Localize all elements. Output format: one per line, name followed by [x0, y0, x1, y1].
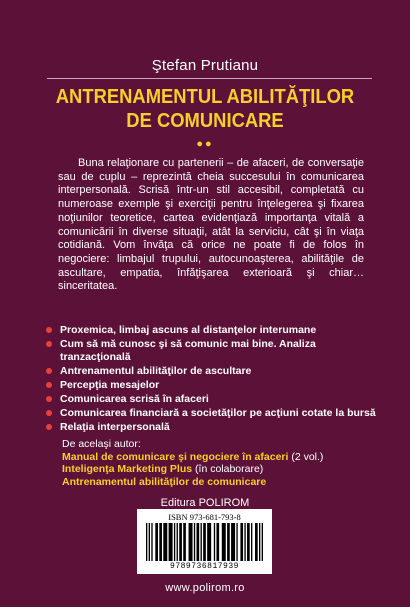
barcode-bar	[203, 523, 206, 561]
barcode-bar	[169, 523, 173, 561]
book-title-line-1: ANTRENAMENTUL ABILITĂŢILOR	[55, 86, 355, 108]
bullet-icon	[46, 424, 52, 430]
same-author-section	[62, 438, 382, 488]
barcode-bar	[179, 523, 182, 561]
list-item-text: Proxemica, limbaj ascuns al distanţelor interumane	[60, 324, 317, 336]
barcode-bar	[146, 523, 147, 561]
list-item-text: Relaţia interpersonală	[60, 421, 170, 434]
book-description	[58, 157, 364, 294]
barcode-bar	[197, 523, 200, 561]
bullet-icon	[46, 396, 52, 402]
list-item	[46, 324, 376, 337]
barcode-bar	[216, 523, 219, 561]
other-book	[62, 451, 382, 464]
other-book	[62, 463, 382, 476]
list-item-text: Cum să mă cunosc şi să comunic mai bine. Analiza tranzacţională	[60, 338, 316, 363]
list-item-text: Comunicarea financiară a societăţilor pe acţiuni cotate la bursă	[60, 407, 376, 420]
barcode-bars-icon	[146, 523, 263, 561]
barcode-bar	[259, 523, 260, 561]
barcode-bar	[207, 523, 211, 561]
other-book-title: Manual de comunicare şi negociere în afaceri	[62, 450, 289, 463]
other-book	[62, 476, 382, 489]
other-book-title: Antrenamentul abilităţilor de comunicare	[62, 475, 267, 488]
publisher-website: www.polirom.ro	[165, 582, 245, 594]
list-item	[46, 338, 376, 363]
barcode-bar	[262, 523, 263, 561]
list-item-text: Percepţia mesajelor	[60, 378, 160, 391]
barcode-bar	[174, 523, 175, 561]
list-item-text: Comunicarea scrisă în afaceri	[60, 392, 209, 405]
barcode-bar	[236, 523, 237, 561]
barcode-bar	[151, 523, 152, 561]
other-book-title: Inteligenţa Marketing Plus	[62, 463, 193, 475]
same-author-label: De acelaşi autor:	[62, 438, 141, 450]
bullet-icon	[46, 327, 52, 333]
list-item	[46, 379, 376, 392]
publisher-name: Editura POLIROM	[160, 497, 250, 509]
list-item	[46, 393, 376, 406]
barcode-bar	[189, 523, 193, 561]
barcode-bar	[251, 523, 252, 561]
barcode-bar	[214, 523, 215, 561]
barcode-bar	[183, 523, 186, 561]
author-name: Ştefan Prutianu	[151, 57, 259, 74]
decorative-dots: ●●	[196, 138, 214, 150]
barcode-bar	[201, 523, 202, 561]
list-item	[46, 407, 376, 420]
isbn-number: ISBN 973-681-793-8	[168, 512, 241, 522]
book-title	[35, 85, 375, 133]
barcode-bar	[247, 523, 250, 561]
bullet-icon	[46, 341, 52, 347]
barcode-bar	[155, 523, 158, 561]
book-title-line-2: DE COMUNICARE	[126, 110, 284, 132]
barcode-bar	[177, 523, 178, 561]
barcode-bar	[194, 523, 195, 561]
barcode-bar	[163, 523, 167, 561]
other-book-note: (2 vol.)	[288, 450, 324, 463]
bullet-icon	[46, 410, 52, 416]
contents-list	[46, 324, 376, 435]
barcode-bar	[227, 523, 230, 561]
list-item-text: Antrenamentul abilităţilor de ascultare	[60, 364, 252, 377]
other-book-note: (în colaborare)	[192, 463, 264, 475]
barcode-bar	[240, 523, 243, 561]
barcode	[137, 509, 272, 574]
barcode-bar	[244, 523, 245, 561]
barcode-number: 9789736817939	[170, 562, 239, 571]
list-item	[46, 365, 376, 378]
barcode-bar	[159, 523, 162, 561]
barcode-bar	[231, 523, 235, 561]
barcode-bar	[222, 523, 226, 561]
divider-rule	[47, 78, 372, 79]
barcode-bar	[149, 523, 150, 561]
book-description-text: Buna relaţionare cu partenerii – de afaceri, de conversaţie sau de cuplu – reprezintă cheia succesului în comunicarea interpersonală. Scrisă într-un stil accesibil, completată cu numeroase exemple şi exerciţii pentru înţelegerea şi fixarea noţiunilor teoretice, cartea evidenţiază importanţa vitală a comunicării în diverse situaţii, atât la serviciu, cât şi în viaţa cotidiană. Vom învăţa că orice ne poate fi de folos în negociere: limbajul trupului, autocunoaşterea, abilităţile de ascultare, empatia, înfăţişarea exterioară şi chiar… sinceritatea.	[58, 157, 364, 293]
bullet-icon	[46, 382, 52, 388]
bullet-icon	[46, 368, 52, 374]
list-item	[46, 421, 376, 434]
barcode-bar	[255, 523, 258, 561]
